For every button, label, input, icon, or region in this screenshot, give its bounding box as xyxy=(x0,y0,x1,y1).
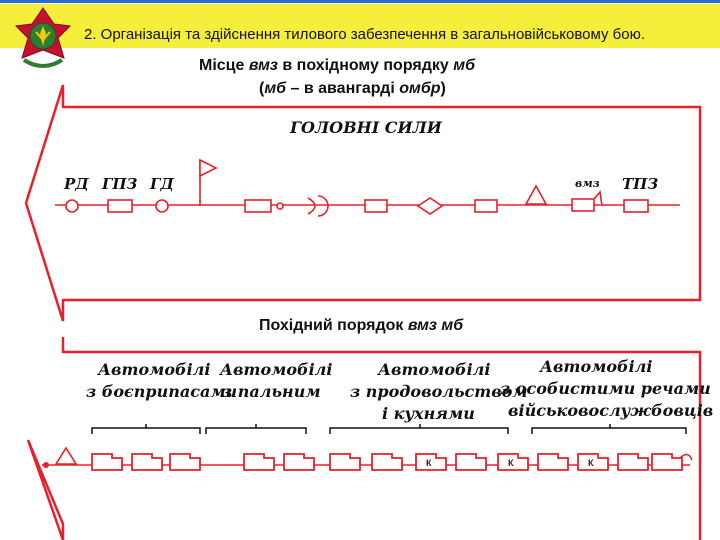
unit-symbol-1 xyxy=(245,200,271,212)
label-vmz: вмз xyxy=(575,177,600,190)
vehicle-symbol xyxy=(92,454,122,470)
unit-symbol-3 xyxy=(365,200,387,212)
medical-symbol xyxy=(526,186,546,204)
svg-text:Автомобілі: Автомобілі xyxy=(540,357,653,376)
vmz-symbol xyxy=(572,199,594,211)
vehicle-column xyxy=(92,454,682,470)
svg-text:з особистими речами: з особистими речами xyxy=(500,379,711,398)
upper-title-line2: (мб – в авангарді омбр) xyxy=(259,80,446,97)
vehicle-symbol xyxy=(170,454,200,470)
svg-text:військовослужбовців: військовослужбовців xyxy=(508,401,714,420)
vehicle-symbol xyxy=(284,454,314,470)
gpz-symbol xyxy=(108,200,132,212)
group-fuel xyxy=(219,360,332,401)
rd-symbol xyxy=(66,200,78,212)
group-personal xyxy=(500,357,713,420)
svg-text:і кухнями: і кухнями xyxy=(382,404,475,423)
unit-symbol-2 xyxy=(308,196,328,216)
kitchen-mark: К xyxy=(508,458,514,468)
svg-text:з боєприпасами: з боєприпасами xyxy=(86,382,238,401)
main-forces-label: ГОЛОВНІ СИЛИ xyxy=(290,118,442,137)
vehicle-symbol xyxy=(456,454,486,470)
lower-medical-symbol xyxy=(56,448,76,464)
svg-text:Автомобілі: Автомобілі xyxy=(98,360,211,379)
vehicle-symbol xyxy=(618,454,648,470)
kitchen-mark: К xyxy=(588,458,594,468)
upper-title-line1: Місце вмз в похідному порядку мб xyxy=(199,57,475,74)
vehicle-symbol xyxy=(244,454,274,470)
group-ammunition xyxy=(86,360,237,401)
unit-symbol-5 xyxy=(475,200,497,212)
label-gpz-left: ГПЗ xyxy=(102,175,138,193)
vehicle-symbol xyxy=(652,454,682,470)
gd-symbol xyxy=(156,200,168,212)
svg-text:з продовольством: з продовольством xyxy=(350,382,528,401)
svg-text:Автомобілі: Автомобілі xyxy=(220,360,333,379)
flag-symbol xyxy=(200,160,216,206)
kitchen-mark: К xyxy=(426,458,432,468)
vehicle-symbol xyxy=(538,454,568,470)
vehicle-symbol xyxy=(132,454,162,470)
vehicle-symbol xyxy=(372,454,402,470)
svg-text:з пальним: з пальним xyxy=(222,382,321,401)
group-brackets xyxy=(92,424,686,434)
label-gd: ГД xyxy=(150,175,174,193)
svg-text:Автомобілі: Автомобілі xyxy=(378,360,491,379)
lower-title: Похідний порядок вмз мб xyxy=(259,317,464,334)
label-rd: РД xyxy=(64,175,89,193)
route-start-dot xyxy=(43,462,49,468)
unit-symbol-4 xyxy=(418,198,442,214)
vehicle-symbol xyxy=(330,454,360,470)
page-title: 2. Організація та здійснення тилового забезпечення в загальновійськовому бою. xyxy=(84,26,645,43)
tpz-symbol xyxy=(624,200,648,212)
label-tpz: ТПЗ xyxy=(622,175,659,193)
